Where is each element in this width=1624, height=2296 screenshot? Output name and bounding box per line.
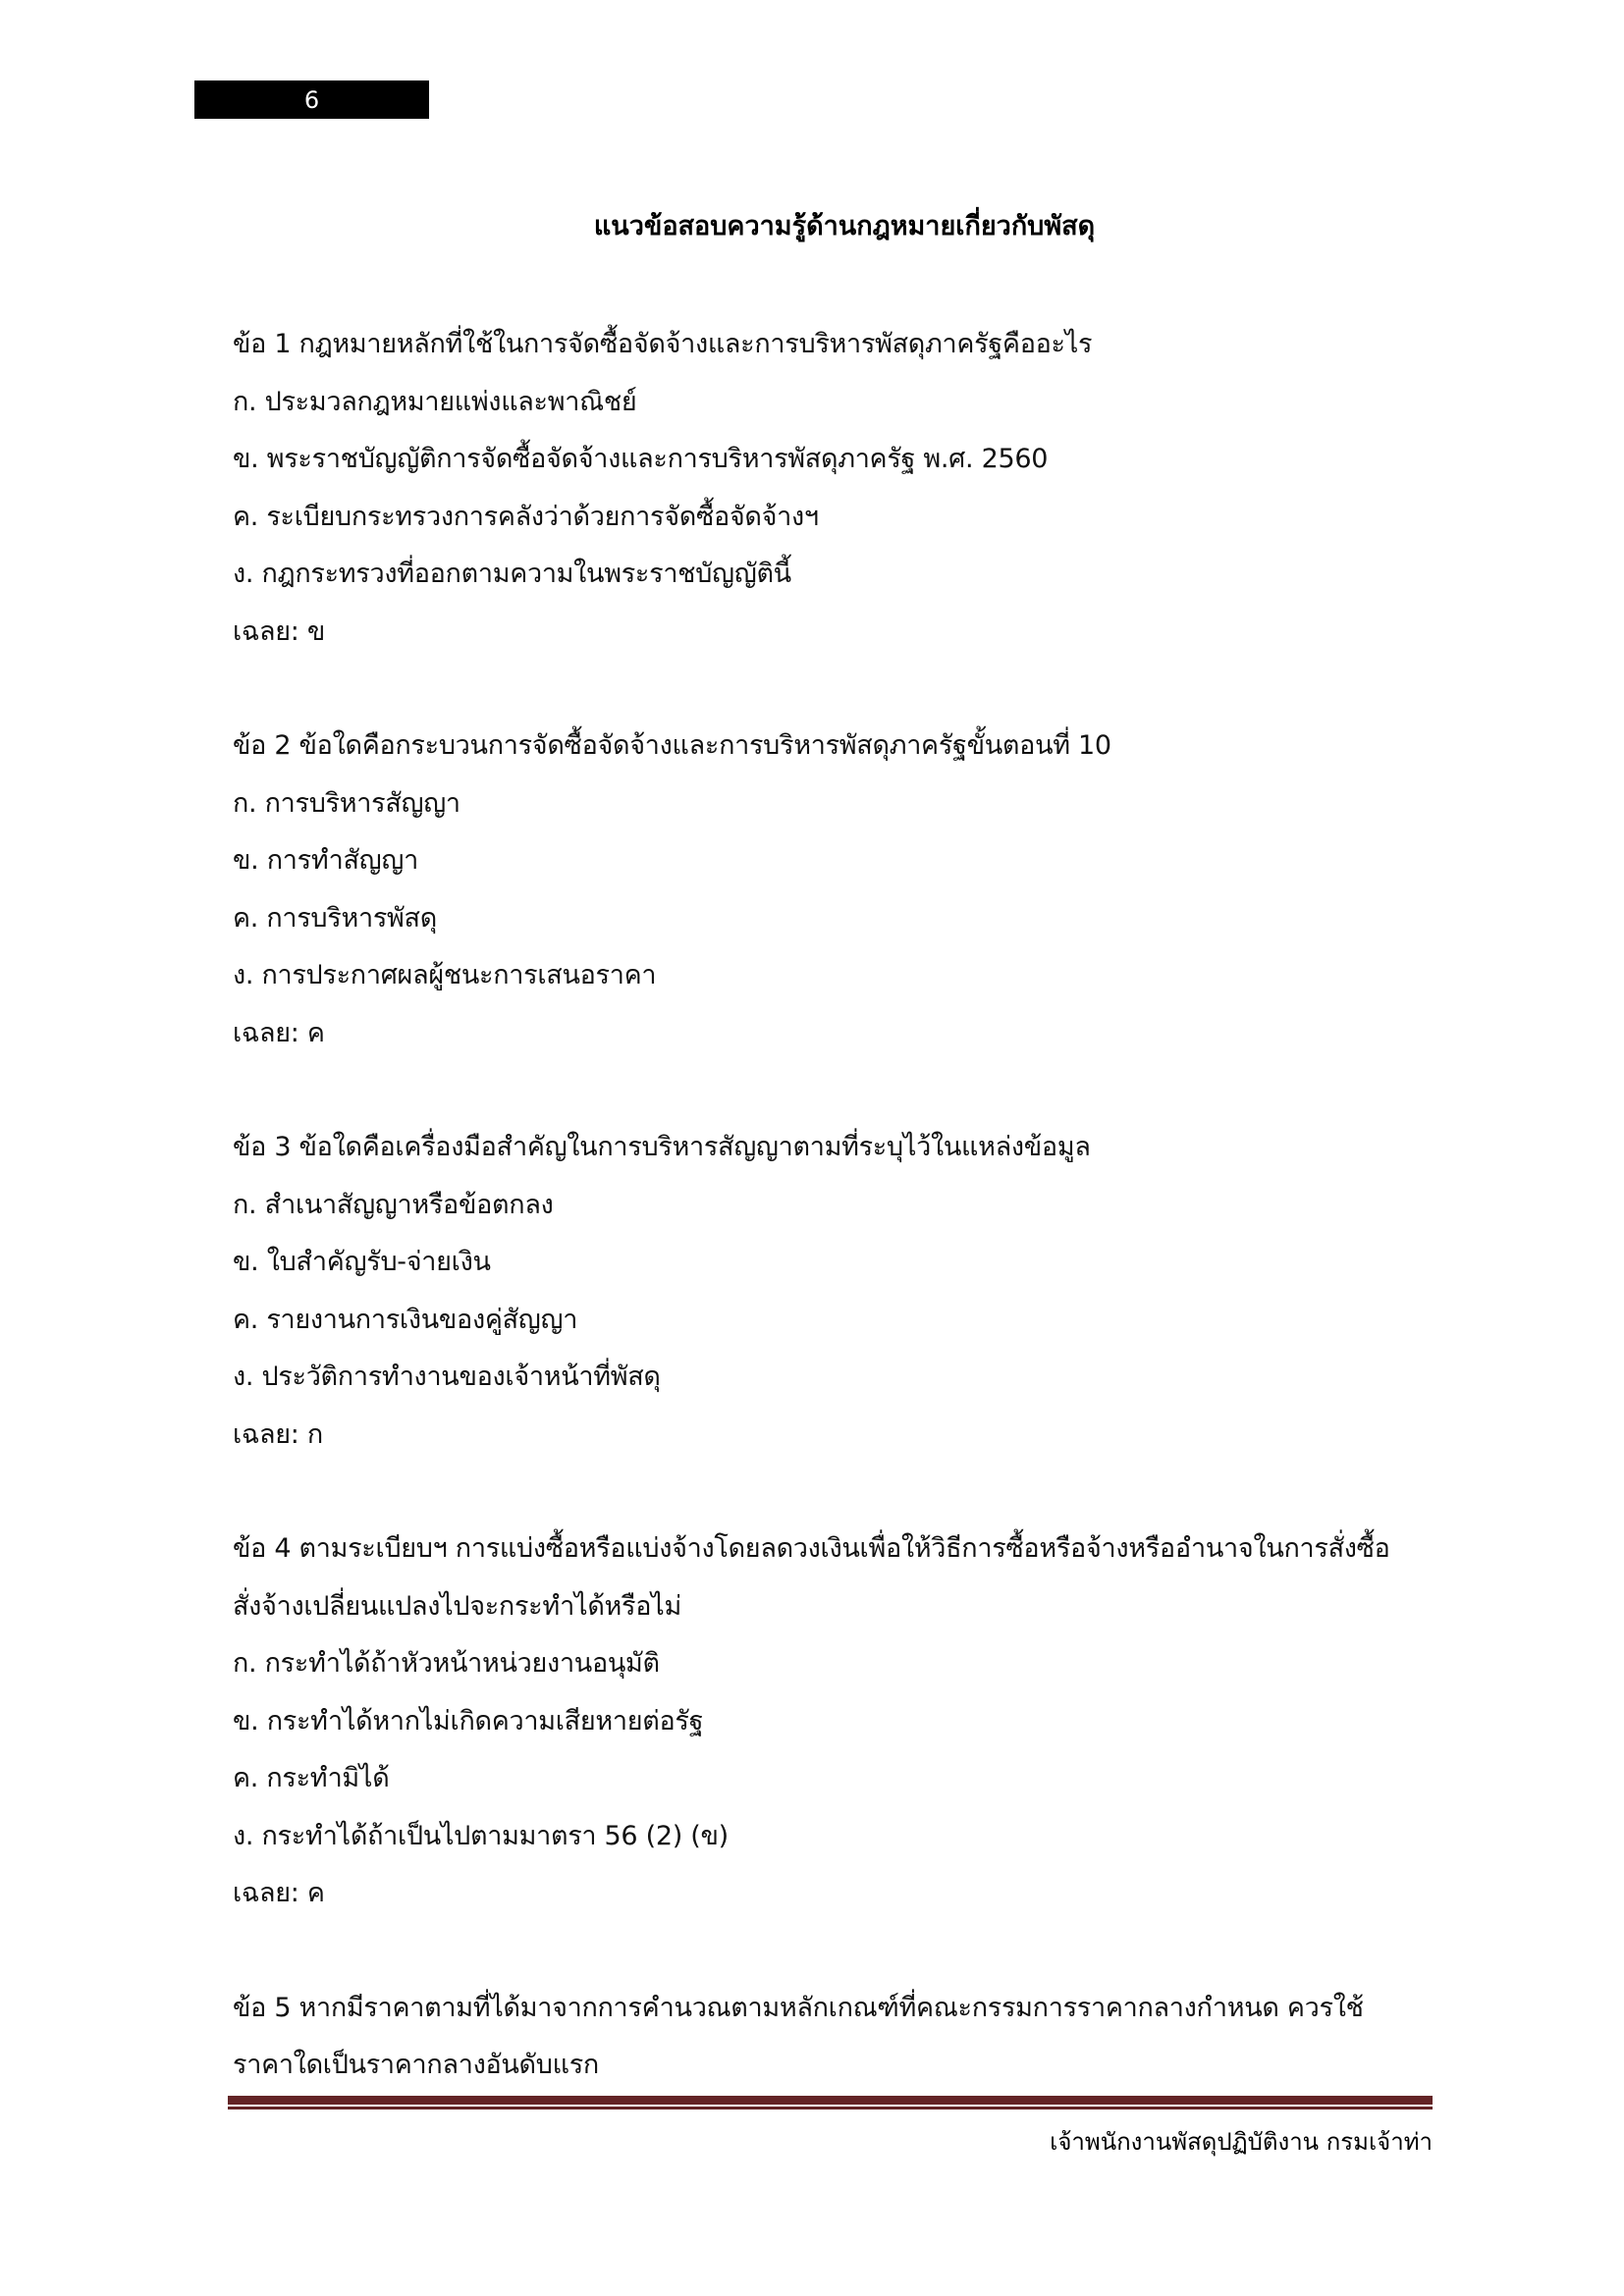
option-c: ค. ระเบียบกระทรวงการคลังว่าด้วยการจัดซื้อจัดจ้างฯ [233,501,819,532]
option-d: ง. การประกาศผลผู้ชนะการเสนอราคา [233,960,657,990]
answer-key: เฉลย: ค [233,1878,325,1908]
footer-divider-thin [228,2107,1433,2109]
option-b: ข. ใบสำคัญรับ-จ่ายเงิน [233,1247,491,1277]
option-a: ก. ประมวลกฎหมายแพ่งและพาณิชย์ [233,386,637,417]
option-c: ค. รายงานการเงินของคู่สัญญา [233,1304,578,1335]
option-d: ง. กฎกระทรวงที่ออกตามความในพระราชบัญญัตินี้ [233,559,791,589]
question-4 [233,1521,1440,1923]
option-b: ข. พระราชบัญญัติการจัดซื้อจัดจ้างและการบริหารพัสดุภาครัฐ พ.ศ. 2560 [233,444,1049,474]
option-c: ค. การบริหารพัสดุ [233,902,437,934]
option-d: ง. ประวัติการทำงานของเจ้าหน้าที่พัสดุ [233,1362,661,1392]
question-stem: ข้อ 4 ตามระเบียบฯ การแบ่งซื้อหรือแบ่งจ้างโดยลดวงเงินเพื่อให้วิธีการซื้อหรือจ้างหรืออำนาจในการสั่งซื้อ [233,1533,1390,1564]
option-a: ก. การบริหารสัญญา [233,787,460,819]
footer-divider-thick [228,2096,1433,2105]
question-stem-continuation: ราคาใดเป็นราคากลางอันดับแรก [233,2050,599,2080]
option-b: ข. กระทำได้หากไม่เกิดความเสียหายต่อรัฐ [233,1705,704,1736]
question-stem: ข้อ 2 ข้อใดคือกระบวนการจัดซื้อจัดจ้างและการบริหารพัสดุภาครัฐขั้นตอนที่ 10 [233,730,1111,761]
page-number: 6 [303,85,320,114]
document-title: แนวข้อสอบความรู้ด้านกฎหมายเกี่ยวกับพัสดุ [593,211,1096,241]
question-stem: ข้อ 3 ข้อใดคือเครื่องมือสำคัญในการบริหารสัญญาตามที่ระบุไว้ในแหล่งข้อมูล [233,1132,1091,1162]
question-list [233,316,1440,2152]
footer-divider [228,2096,1433,2109]
answer-key: เฉลย: ค [233,1017,325,1048]
option-c: ค. กระทำมิได้ [233,1763,390,1793]
page-number-box [194,80,429,119]
option-b: ข. การทำสัญญา [233,845,418,876]
question-stem: ข้อ 5 หากมีราคาตามที่ได้มาจากการคำนวณตามหลักเกณฑ์ที่คณะกรรมการราคากลางกำหนด ควรใช้ [233,1992,1364,2023]
question-5 [233,1980,1440,2095]
footer-author: เจ้าพนักงานพัสดุปฏิบัติงาน กรมเจ้าท่า [1050,2128,1433,2156]
option-a: ก. สำเนาสัญญาหรือข้อตกลง [233,1189,554,1220]
question-stem-continuation: สั่งจ้างเปลี่ยนแปลงไปจะกระทำได้หรือไม่ [233,1590,681,1622]
option-a: ก. กระทำได้ถ้าหัวหน้าหน่วยงานอนุมัติ [233,1648,660,1679]
question-3 [233,1119,1440,1464]
question-stem: ข้อ 1 กฎหมายหลักที่ใช้ในการจัดซื้อจัดจ้างและการบริหารพัสดุภาครัฐคืออะไร [233,329,1093,359]
question-2 [233,718,1440,1062]
question-1 [233,316,1440,661]
answer-key: เฉลย: ก [233,1418,323,1450]
answer-key: เฉลย: ข [233,615,326,647]
option-d: ง. กระทำได้ถ้าเป็นไปตามมาตรา 56 (2) (ข) [233,1820,729,1851]
